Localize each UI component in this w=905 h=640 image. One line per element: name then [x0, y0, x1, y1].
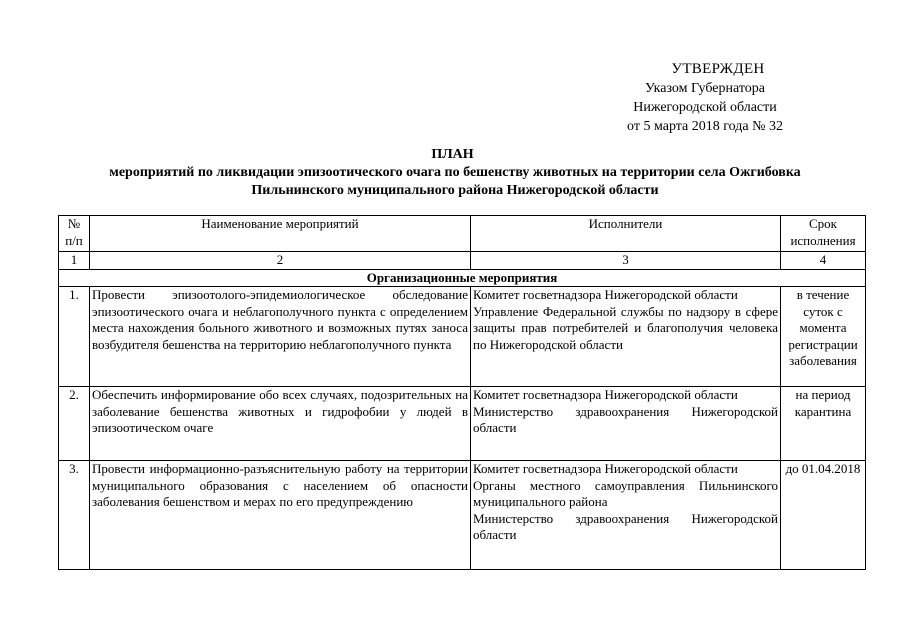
executor: Органы местного самоуправления Пильнинского муниципального района — [473, 477, 778, 509]
row-activity: Обеспечить информирование обо всех случаях, подозрительных на заболевание бешенства животных и гидрофобии у людей в эпизоотическом очаге — [90, 387, 471, 461]
column-index: 2 — [90, 252, 471, 270]
row-activity: Провести информационно-разъяснительную работу на территории муниципального образования с населением об опасности заболевания бешенством и мерах по его предупреждению — [90, 461, 471, 570]
column-index-row — [59, 252, 866, 270]
approval-title: УТВЕРЖДЕН — [671, 61, 765, 77]
executor: Министерство здравоохранения Нижегородской области — [473, 403, 778, 435]
document-subtitle: мероприятий по ликвидации эпизоотического очага по бешенству животных на территории села Ожгибовка Пильнинского муниципального района Нижегородской области — [109, 165, 801, 198]
row-number: 1. — [59, 287, 90, 387]
executor: Управление Федеральной службы по надзору в сфере защиты прав потребителей и благополучия человека по Нижегородской области — [473, 303, 778, 352]
row-executors — [471, 461, 781, 570]
row-number: 3. — [59, 461, 90, 570]
section-row — [59, 269, 866, 287]
row-number: 2. — [59, 387, 90, 461]
table-row — [59, 287, 866, 387]
table-row — [59, 461, 866, 570]
header-num: № п/п — [59, 216, 90, 252]
row-executors — [471, 287, 781, 387]
approval-date: от 5 марта 2018 года № 32 — [627, 119, 783, 134]
approval-stamp — [600, 60, 810, 136]
approval-authority: Указом Губернатора — [644, 81, 766, 96]
column-index: 1 — [59, 252, 90, 270]
header-name: Наименование мероприятий — [90, 216, 471, 252]
row-activity: Провести эпизоотолого-эпидемиологическое обследование эпизоотического очага и неблагополучного пункта с определением места нахождения больного животного и возможных путях заноса возбудителя бешенства на территорию неблагополучного пункта — [90, 287, 471, 387]
executor: Комитет госветнадзора Нижегородской области — [473, 461, 738, 476]
executor: Комитет госветнадзора Нижегородской области — [473, 287, 738, 302]
header-row — [59, 216, 866, 252]
row-term: в течение суток с момента регистрации заболевания — [781, 287, 866, 387]
row-executors — [471, 387, 781, 461]
column-index: 4 — [781, 252, 866, 270]
plan-table — [58, 215, 866, 570]
header-term: Срок исполнения — [781, 216, 866, 252]
approval-region: Нижегородской области — [633, 100, 777, 115]
document-title: ПЛАН — [431, 147, 474, 162]
row-term: до 01.04.2018 — [781, 461, 866, 570]
column-index: 3 — [471, 252, 781, 270]
executor: Министерство здравоохранения Нижегородской области — [473, 510, 778, 542]
executor: Комитет госветнадзора Нижегородской области — [473, 387, 738, 402]
row-term: на период карантина — [781, 387, 866, 461]
table-row — [59, 387, 866, 461]
header-executors: Исполнители — [471, 216, 781, 252]
section-title: Организационные мероприятия — [59, 269, 866, 287]
